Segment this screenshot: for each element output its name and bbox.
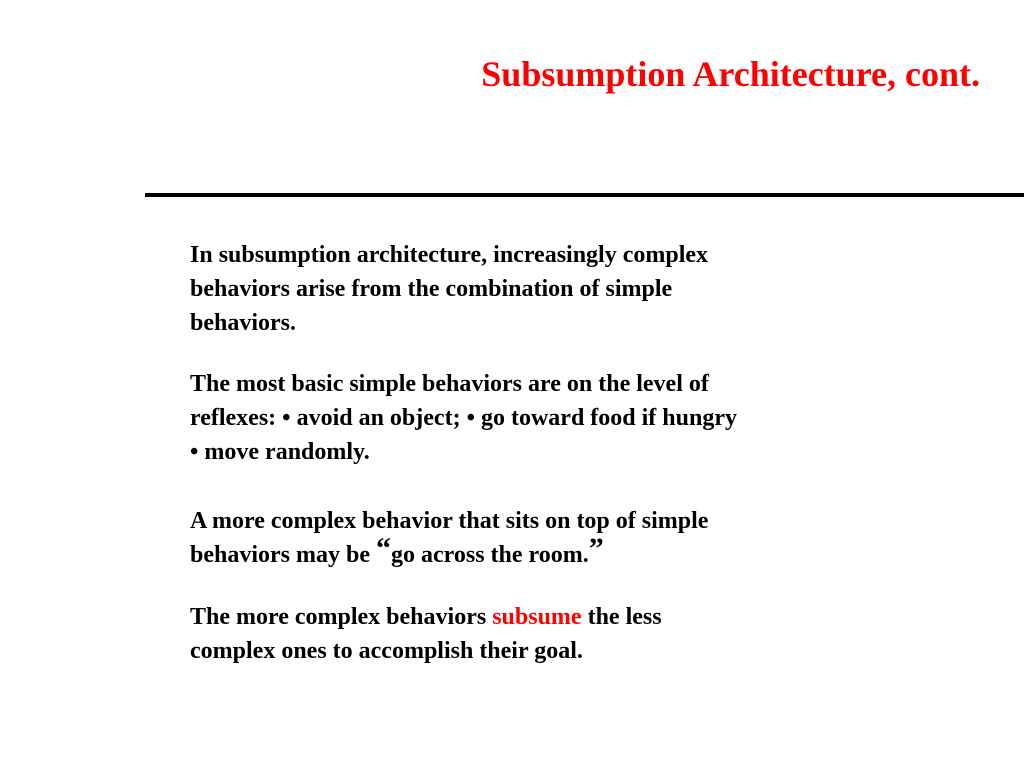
title-divider [145, 193, 1024, 197]
paragraph-line: behaviors arise from the combination of simple [190, 276, 673, 302]
paragraph-line: reflexes: • avoid an object; • go toward food if hungry [190, 405, 737, 431]
paragraph-line: In subsumption architecture, increasingly complex [190, 242, 709, 268]
paragraph-line: behaviors. [190, 310, 297, 336]
paragraph-line-start: behaviors may be [190, 542, 376, 568]
paragraph-line: The most basic simple behaviors are on the level of [190, 371, 709, 397]
paragraph-subsume [190, 600, 870, 668]
open-quote-mark: “ [376, 532, 391, 565]
paragraph-reflexes [190, 367, 870, 469]
paragraph-line: • move randomly. [190, 439, 370, 465]
highlight-subsume: subsume [492, 604, 582, 630]
paragraph-line-start: The more complex behaviors [190, 604, 493, 630]
paragraph-line: A more complex behavior that sits on top of simple [190, 508, 709, 534]
quoted-text: go across the room. [391, 542, 589, 568]
close-quote-mark: ” [588, 532, 604, 565]
paragraph-complex-behavior [190, 504, 870, 572]
paragraph-line: complex ones to accomplish their goal. [190, 638, 583, 664]
paragraph-definition [190, 238, 870, 340]
slide-title: Subsumption Architecture, cont. [481, 54, 980, 94]
paragraph-line-end: the less [581, 604, 662, 630]
